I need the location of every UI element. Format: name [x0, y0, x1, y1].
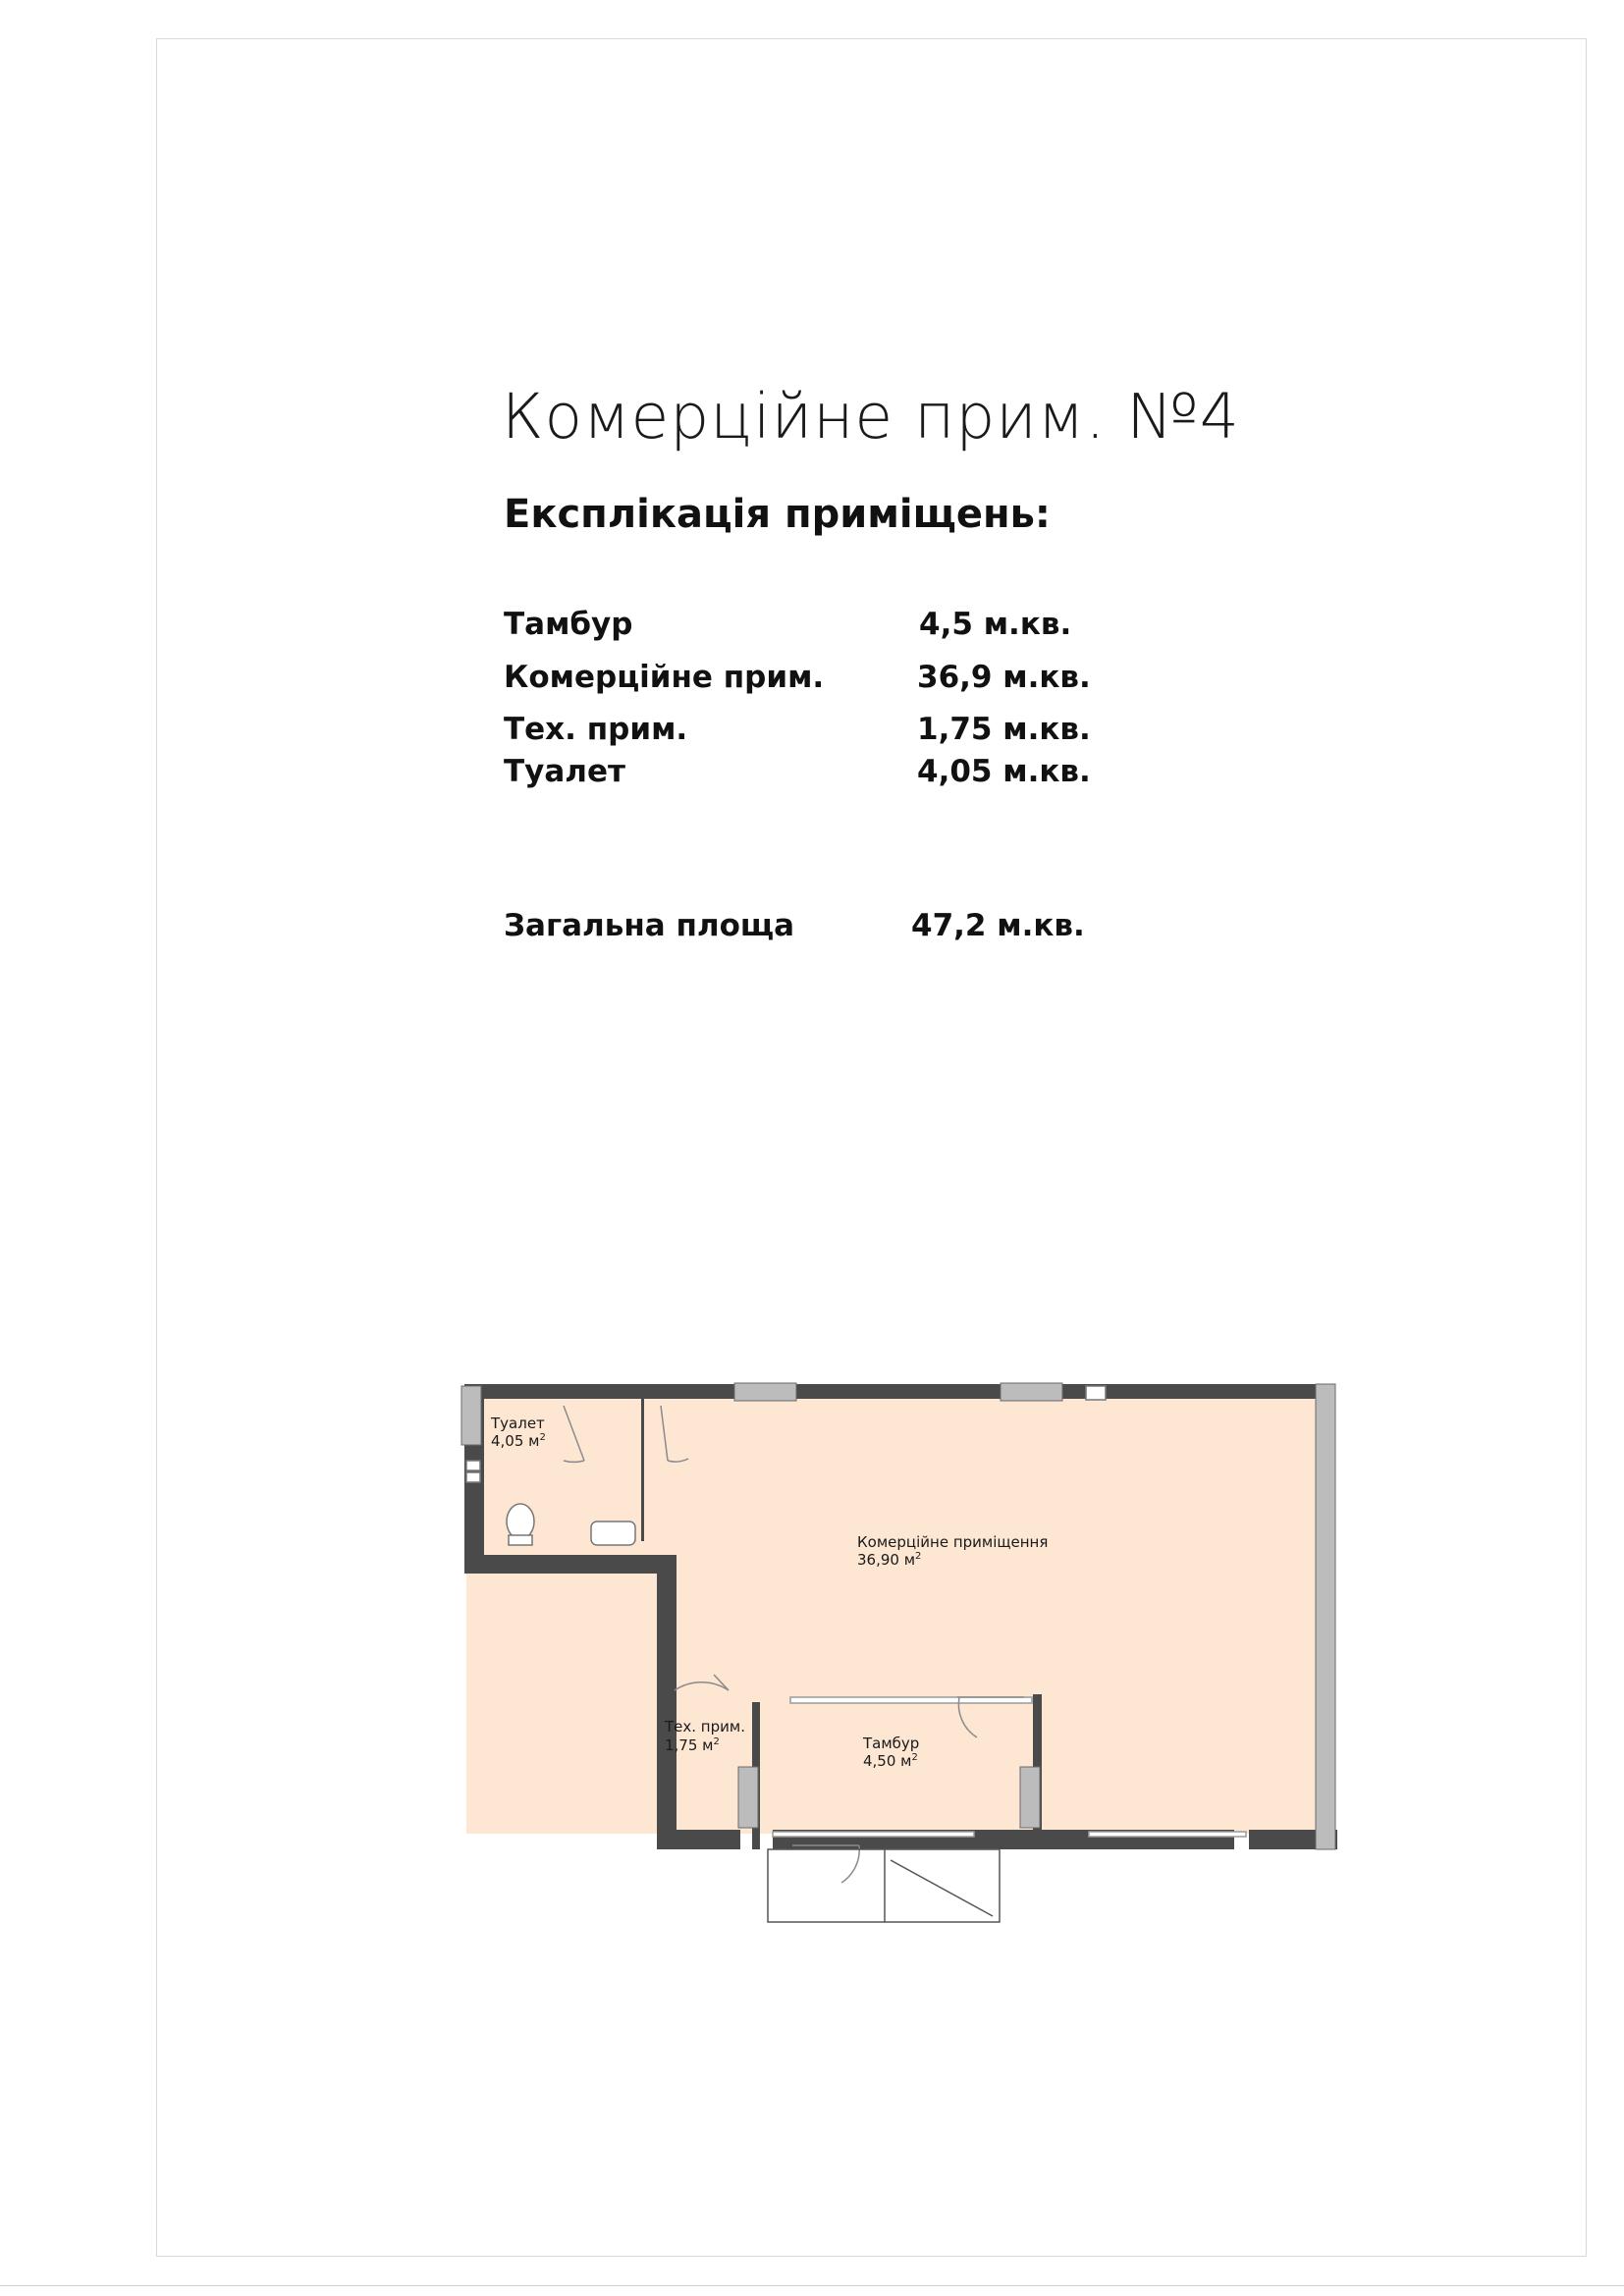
room-name: Комерційне прим. — [504, 660, 825, 695]
commercial-label: Комерційне приміщення — [857, 1533, 1049, 1551]
vestibule-area: 4,50 $м^2$ — [863, 1752, 918, 1770]
total-area-value: 47,2 м.кв. — [911, 908, 1085, 943]
tech-area: 1,75 $м^2$ — [665, 1736, 720, 1754]
sink-icon — [591, 1522, 635, 1545]
room-name: Тамбур — [504, 607, 633, 642]
room-name: Туалет — [504, 754, 625, 789]
room-area: 4,05 м.кв. — [917, 754, 1091, 789]
tech-label: Тех. прим. — [665, 1718, 745, 1735]
toilet-area: 4,05 $м^2$ — [491, 1432, 546, 1450]
explication-heading: Експлікація приміщень: — [504, 492, 1051, 537]
room-area: 36,9 м.кв. — [917, 660, 1091, 695]
room-area: 4,5 м.кв. — [919, 607, 1072, 642]
total-area-label: Загальна площа — [504, 908, 795, 943]
room-area: 1,75 м.кв. — [917, 712, 1091, 747]
page-divider — [0, 2285, 1624, 2286]
toilet-bowl-icon — [507, 1504, 534, 1539]
commercial-area: 36,90 $м^2$ — [857, 1551, 922, 1569]
switch-icon — [466, 1472, 480, 1482]
room-name: Тех. прим. — [504, 712, 688, 747]
toilet-label: Туалет — [491, 1415, 545, 1432]
socket-icon — [1086, 1386, 1106, 1400]
floor-plan — [447, 1374, 1375, 1924]
vestibule-label: Тамбур — [863, 1735, 920, 1752]
switch-icon — [466, 1461, 480, 1470]
page-frame — [156, 38, 1587, 2257]
page-title: Комерційне прим. №4 — [502, 381, 1240, 453]
entry-porch — [768, 1849, 1000, 1922]
toilet-tank-icon — [509, 1535, 532, 1545]
